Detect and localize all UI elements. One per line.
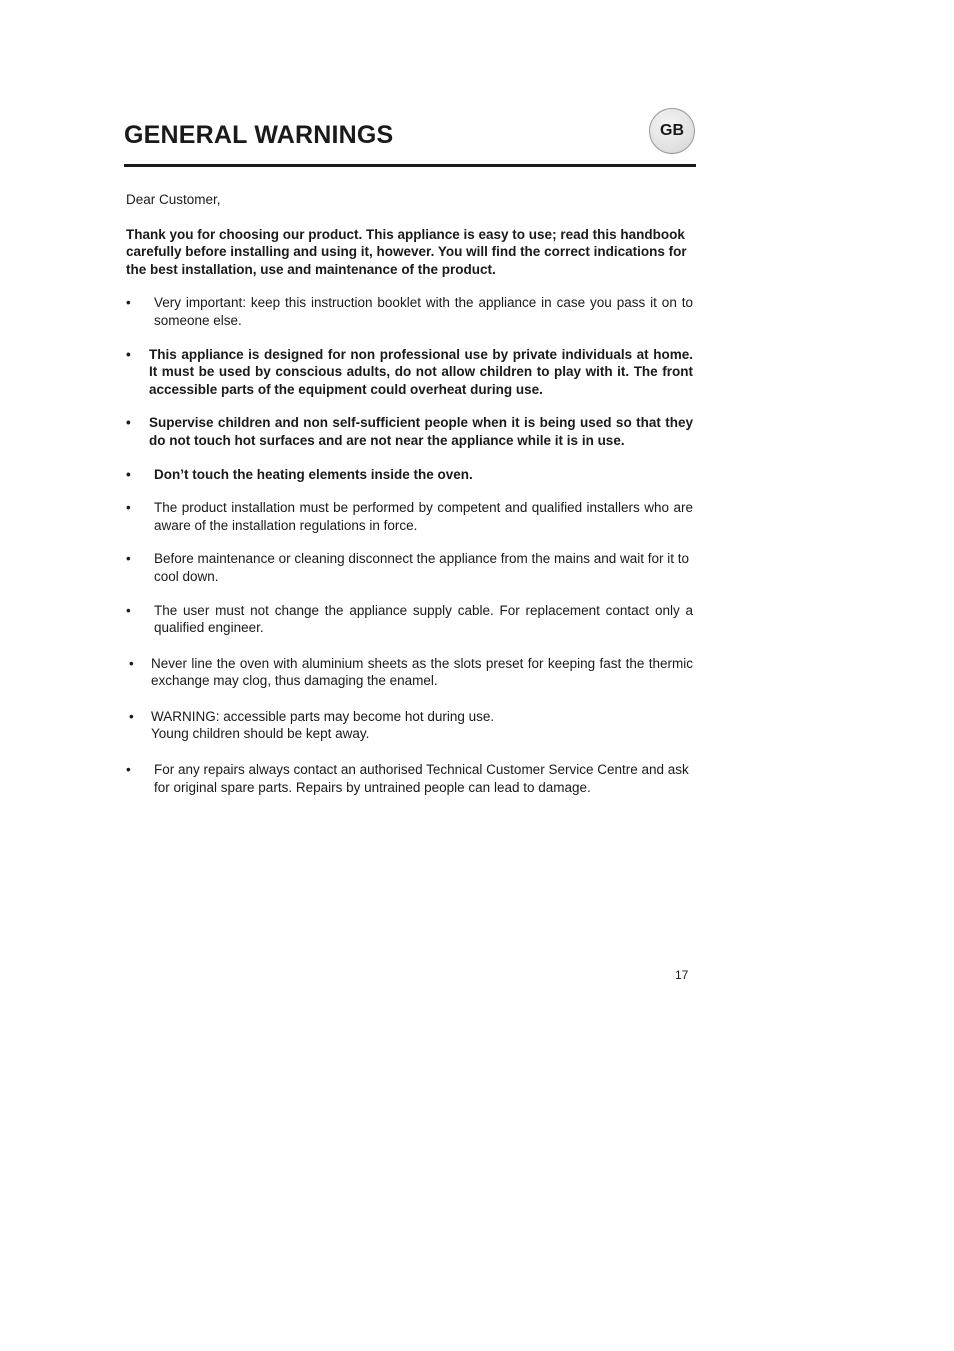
list-item-text: Supervise children and non self-sufficient people when it is being used so that they do not touch hot surfaces and are not near the appliance while it is in use. xyxy=(149,415,693,448)
list-item-text: Don’t touch the heating elements inside the oven. xyxy=(154,466,473,482)
list-item xyxy=(126,602,693,637)
list-item xyxy=(126,550,693,585)
bullet: • xyxy=(126,551,131,567)
bullet: • xyxy=(126,500,131,516)
warning-line: WARNING: accessible parts may become hot during use. xyxy=(151,708,495,724)
list-item xyxy=(126,294,693,329)
list-item xyxy=(126,346,693,399)
bullet: • xyxy=(126,295,131,311)
list-item xyxy=(126,499,693,534)
list-item-text: The product installation must be performed by competent and qualified installers who are aware of the installation regulations in force. xyxy=(154,500,693,533)
intro-paragraph: Thank you for choosing our product. This appliance is easy to use; read this handbook carefully before installing and using it, however. You will find the correct indications for the best installation, use and maintenance of the product. xyxy=(126,226,687,277)
bullet: • xyxy=(126,346,131,362)
list-item xyxy=(126,655,693,690)
document-body xyxy=(126,191,693,812)
list-item-text: Very important: keep this instruction booklet with the appliance in case you pass it on to someone else. xyxy=(154,295,693,328)
page-title: GENERAL WARNINGS xyxy=(124,121,394,149)
greeting: Dear Customer, xyxy=(126,192,221,207)
list-item-text: This appliance is designed for non professional use by private individuals at home. It must be used by conscious adults, do not allow children to play with it. The front accessible parts of the equipment could overheat during use. xyxy=(149,346,693,397)
list-item-text: For any repairs always contact an authorised Technical Customer Service Centre and ask for original spare parts. Repairs by untrained people can lead to damage. xyxy=(154,762,689,795)
bullet: • xyxy=(129,708,134,724)
list-item-text: Never line the oven with aluminium sheets as the slots preset for keeping fast the thermic exchange may clog, thus damaging the enamel. xyxy=(151,655,693,689)
list-item xyxy=(126,466,693,484)
bullet: • xyxy=(126,415,131,431)
page-header xyxy=(124,104,696,167)
list-item xyxy=(126,761,693,796)
warning-line: Young children should be kept away. xyxy=(151,726,370,742)
page-number: 17 xyxy=(675,968,689,982)
bullet: • xyxy=(126,602,131,618)
list-item xyxy=(126,708,693,743)
bullet: • xyxy=(129,655,134,671)
list-item-text: The user must not change the appliance supply cable. For replacement contact only a qualified engineer. xyxy=(154,602,693,636)
bullet: • xyxy=(126,762,131,778)
list-item-text xyxy=(126,708,693,743)
language-badge: GB xyxy=(649,108,695,154)
list-item-text: Before maintenance or cleaning disconnect the appliance from the mains and wait for it to cool down. xyxy=(154,551,690,584)
bullet: • xyxy=(126,466,131,482)
list-item xyxy=(126,414,693,449)
